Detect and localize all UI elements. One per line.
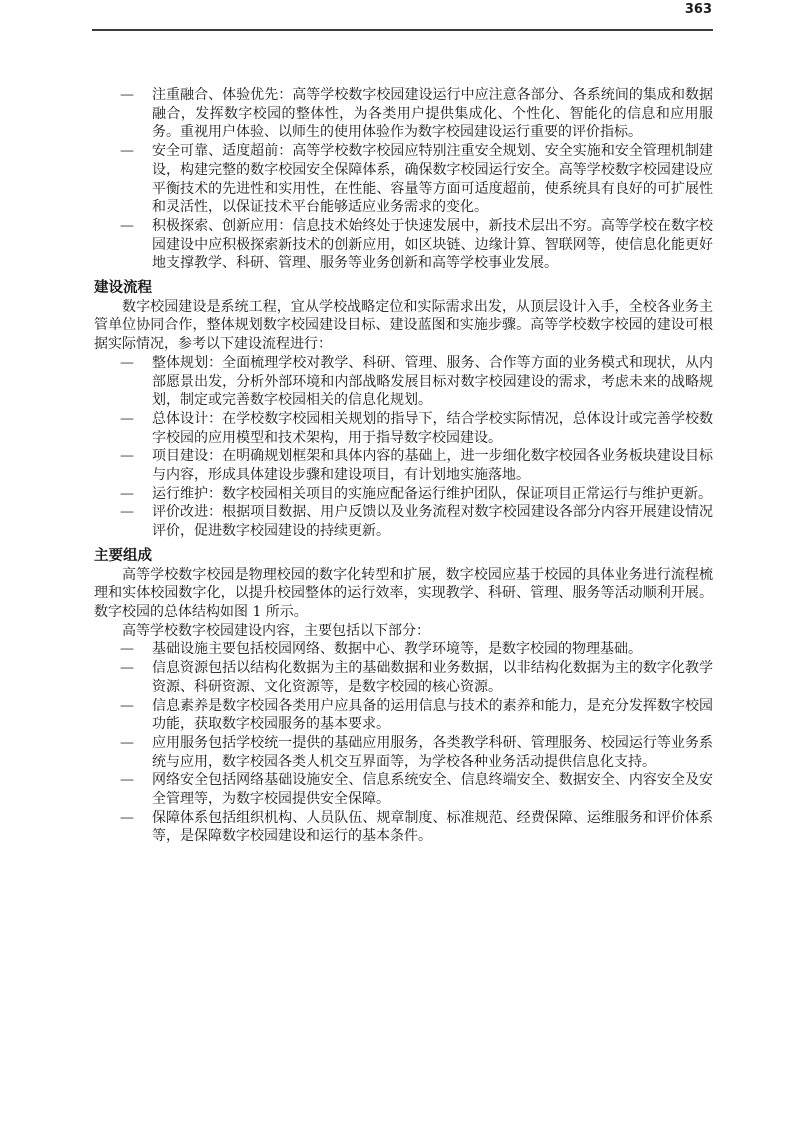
em-dash-marker: — (120, 485, 134, 502)
list-item (94, 354, 713, 410)
list-item (94, 86, 713, 142)
section-heading-construction-process: 建设流程 (94, 280, 152, 297)
list-item (94, 503, 713, 540)
list-item-text: 应用服务包括学校统一提供的基础应用服务，各类教学科研、管理服务、校园运行等业务系统与应用，数字校园各类人机交互界面等，为学校各种业务活动提供信息化支持。 (152, 734, 713, 770)
list-item (94, 485, 713, 504)
page-content (94, 86, 713, 846)
list-item (94, 142, 713, 217)
list-item-text: 注重融合、体验优先：高等学校数字校园建设运行中应注意各部分、各系统间的集成和数据融合，发挥数字校园的整体性，为各类用户提供集成化、个性化、智能化的信息和应用服务。重视用户体验、以师生的使用体验作为数字校园建设运行重要的评价指标。 (152, 87, 713, 141)
list-item-text: 基础设施主要包括校园网络、数据中心、教学环境等，是数字校园的物理基础。 (152, 641, 642, 658)
list-item-text: 信息素养是数字校园各类用户应具备的运用信息与技术的素养和能力，是充分发挥数字校园功能，获取数字校园服务的基本要求。 (152, 697, 713, 733)
em-dash-marker: — (120, 354, 134, 371)
list-item (94, 697, 713, 734)
em-dash-marker: — (120, 87, 134, 103)
list-item-text: 项目建设：在明确规划框架和具体内容的基础上，进一步细化数字校园各业务板块建设目标与内容，形成具体建设步骤和建设项目，有计划地实施落地。 (152, 448, 713, 484)
paragraph: 高等学校数字校园建设内容，主要包括以下部分： (122, 622, 430, 639)
em-dash-marker: — (120, 504, 134, 521)
em-dash-marker: — (120, 734, 134, 751)
list-item (94, 217, 713, 273)
list-item-text: 信息资源包括以结构化数据为主的基础数据和业务数据，以非结构化数据为主的数字化教学资源、科研资源、文化资源等，是数字校园的核心资源。 (152, 660, 713, 695)
list-item (94, 659, 713, 696)
em-dash-marker: — (120, 772, 134, 789)
em-dash-marker: — (120, 641, 134, 658)
list-item-text: 整体规划：全面梳理学校对教学、科研、管理、服务、合作等方面的业务模式和现状，从内部愿景出发，分析外部环境和内部战略发展目标对数字校园建设的需求，考虑未来的战略规划，制定或完善数字校园相关的信息化规划。 (152, 354, 713, 409)
section-heading-main-components: 主要组成 (94, 547, 152, 564)
list-item-text: 评价改进：根据项目数据、用户反馈以及业务流程对数字校园建设各部分内容开展建设情况评价，促进数字校园建设的持续更新。 (152, 504, 713, 540)
list-item (94, 410, 713, 447)
list-item (94, 447, 713, 484)
header-rule (92, 29, 713, 31)
em-dash-marker: — (120, 660, 134, 677)
em-dash-marker: — (120, 410, 134, 427)
list-item-text: 运行维护：数字校园相关项目的实施应配备运行维护团队，保证项目正常运行与维护更新。 (152, 485, 712, 502)
list-item-text: 总体设计：在学校数字校园相关规划的指导下，结合学校实际情况，总体设计或完善学校数字校园的应用模型和技术架构，用于指导数字校园建设。 (152, 410, 713, 446)
list-item (94, 734, 713, 771)
paragraph: 数字校园建设是系统工程，宜从学校战略定位和实际需求出发，从顶层设计入手，全校各业务主管单位协同合作，整体规划数字校园建设目标、建设蓝图和实施步骤。高等学校数字校园的建设可根据实际情况，参考以下建设流程进行： (94, 298, 713, 353)
list-item-text: 保障体系包括组织机构、人员队伍、规章制度、标准规范、经费保障、运维服务和评价体系等，是保障数字校园建设和运行的基本条件。 (152, 809, 713, 845)
em-dash-marker: — (120, 217, 134, 234)
em-dash-marker: — (120, 448, 134, 465)
em-dash-marker: — (120, 143, 134, 160)
paragraph: 高等学校数字校园是物理校园的数字化转型和扩展，数字校园应基于校园的具体业务进行流程梳理和实体校园数字化，以提升校园整体的运行效率，实现教学、科研、管理、服务等活动顺利开展。数字校园的总体结构如图 1 所示。 (94, 566, 713, 620)
em-dash-marker: — (120, 809, 134, 826)
list-item-text: 安全可靠、适度超前：高等学校数字校园应特别注重安全规划、安全实施和安全管理机制建设，构建完整的数字校园安全保障体系，确保数字校园运行安全。高等学校数字校园建设应平衡技术的先进性和实用性，在性能、容量等方面可适度超前，使系统具有良好的可扩展性和灵活性，以保证技术平台能够适应业务需求的变化。 (152, 143, 713, 216)
list-item-text: 积极探索、创新应用：信息技术始终处于快速发展中，新技术层出不穷。高等学校在数字校园建设中应积极探索新技术的创新应用，如区块链、边缘计算、智联网等，使信息化能更好地支撑教学、科研、管理、服务等业务创新和高等学校事业发展。 (152, 217, 713, 272)
list-item (94, 771, 713, 808)
list-item (94, 640, 713, 659)
em-dash-marker: — (120, 697, 134, 714)
list-item-text: 网络安全包括网络基础设施安全、信息系统安全、信息终端安全、数据安全、内容安全及安全管理等，为数字校园提供安全保障。 (152, 772, 713, 808)
list-item (94, 809, 713, 846)
page-number: 363 (684, 2, 712, 17)
